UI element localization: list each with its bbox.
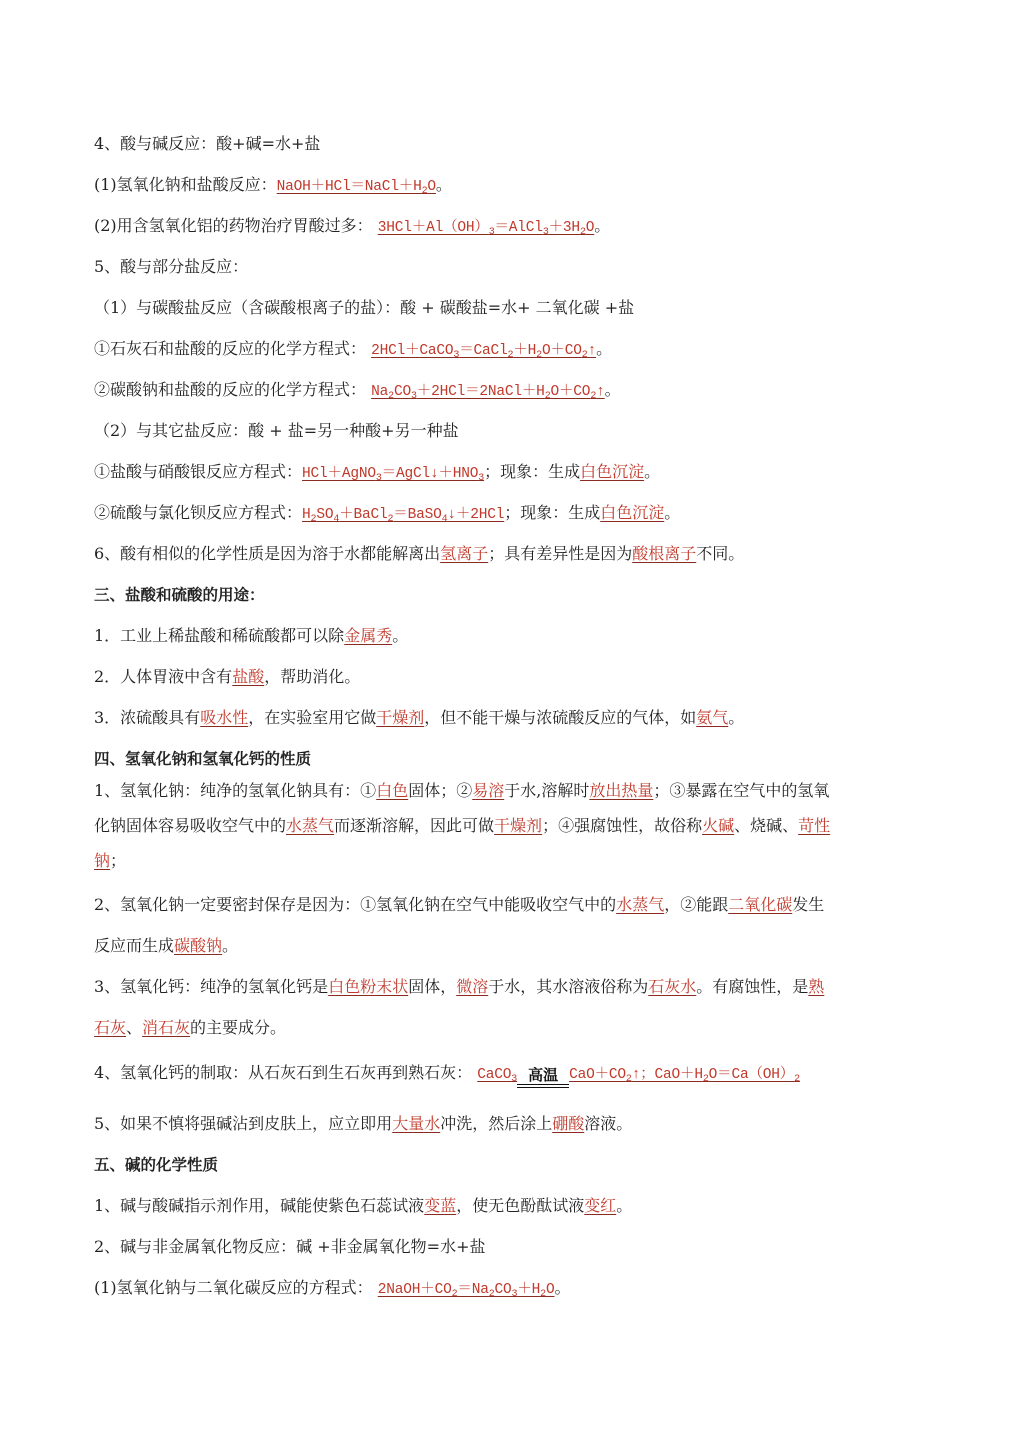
section-heading: 三、盐酸和硫酸的用途：: [94, 586, 265, 604]
section-heading: 四、氢氧化钠和氢氧化钙的性质: [94, 750, 312, 768]
answer-blank: 石灰水: [648, 977, 697, 996]
answer-blank: 干燥剂: [494, 816, 543, 835]
text-line: ②硫酸与氯化钡反应方程式：$H_2SO_4+BaCl_2=BaSO_4↓+2HCl$；现象：生成白色沉淀。: [94, 503, 681, 525]
text-line: 5、如果不慎将强碱沾到皮肤上，应立即用大量水冲洗，然后涂上硼酸溶液。: [94, 1114, 633, 1133]
text-line: 2、氢氧化钠一定要密封保存是因为：①氢氧化钠在空气中能吸收空气中的水蒸气，②能跟二氧化碳发生: [94, 895, 825, 914]
line-text: (1)氢氧化钠和盐酸反应：: [94, 175, 277, 194]
text-line: 4、氢氧化钙的制取：从石灰石到生石灰再到熟石灰： CaCO$_3$ 高温 $CaO+CO_2↑$；$CaO+H_2O=Ca(OH)_2$: [94, 1062, 930, 1091]
answer-blank: 大量水: [392, 1114, 441, 1133]
line-text: 2、碱与非金属氧化物反应：碱 +非金属氧化物=水+盐: [94, 1237, 486, 1256]
answer-equation: $Na_2CO_3+2HCl=2NaCl+H_2O+CO_2↑$: [371, 384, 605, 402]
text-line: 1、氢氧化钠：纯净的氢氧化钠具有：①白色固体；②易溶于水,溶解时放出热量；③暴露在空气中的氢氧: [94, 781, 830, 800]
answer-blank: 微溶: [456, 977, 489, 996]
section-heading: 五、碱的化学性质: [94, 1156, 219, 1174]
line-text: （1）与碳酸盐反应（含碳酸根离子的盐）：酸 + 碳酸盐=水+ 二氧化碳 +盐: [94, 298, 635, 317]
text-line: [94, 133, 930, 155]
answer-blank: 酸根离子: [632, 544, 697, 563]
answer-blank: 水蒸气: [286, 816, 335, 835]
text-line: (1)氢氧化钠和盐酸反应：$NaOH+HCl=NaCl+H_2O$。: [94, 175, 452, 197]
line-text: (2)用含氢氧化铝的药物治疗胃酸过多：: [94, 216, 373, 235]
answer-equation: CaCO$_3$: [477, 1067, 518, 1085]
answer-blank: 变蓝: [424, 1196, 457, 1215]
answer-blank: 金属秀: [344, 626, 393, 645]
text-line: [94, 1236, 930, 1258]
answer-blank: 白色沉淀: [600, 503, 665, 522]
answer-blank: 变红: [584, 1196, 617, 1215]
text-line: ①石灰石和盐酸的反应的化学方程式： $2HCl+CaCO_3=CaCl_2+H_2O+CO_2↑$。: [94, 339, 613, 361]
answer-equation: $3HCl+Al(OH)_3=AlCl_3+3H_2O$: [377, 220, 595, 238]
answer-equation: $CaO+CO_2↑$；$CaO+H_2O=Ca(OH)_2$: [569, 1067, 800, 1085]
answer-blank: 放出热量: [589, 781, 654, 800]
text-line: 2．人体胃液中含有盐酸，帮助消化。: [94, 667, 361, 686]
text-line: 化钠固体容易吸收空气中的水蒸气而逐渐溶解，因此可做干燥剂；④强腐蚀性，故俗称火碱、烧碱、苛性: [94, 816, 831, 835]
answer-equation: $H_2SO_4+BaCl_2=BaSO_4↓+2HCl$: [302, 507, 505, 525]
text-line: 1、碱与酸碱指示剂作用，碱能使紫色石蕊试液变蓝，使无色酚酞试液变红。: [94, 1196, 633, 1215]
line-text: ②碳酸钠和盐酸的反应的化学方程式：: [94, 380, 367, 399]
text-line: 石灰、消石灰的主要成分。: [94, 1018, 287, 1037]
text-line: 3．浓硫酸具有吸水性，在实验室用它做干燥剂，但不能干燥与浓硫酸反应的气体，如氨气。: [94, 708, 745, 727]
text-line: 3、氢氧化钙：纯净的氢氧化钙是白色粉末状固体，微溶于水，其水溶液俗称为石灰水。有腐蚀性，是熟: [94, 977, 825, 996]
answer-blank: 易溶: [472, 781, 505, 800]
answer-blank: 氨气: [696, 708, 729, 727]
text-line: 反应而生成碳酸钠。: [94, 936, 239, 955]
answer-blank: 苛性: [798, 816, 831, 835]
line-text: ①石灰石和盐酸的反应的化学方程式：: [94, 339, 367, 358]
answer-blank: 水蒸气: [616, 895, 665, 914]
reaction-condition: 高温: [517, 1067, 569, 1088]
text-line: [94, 420, 930, 442]
answer-equation: $NaOH+HCl=NaCl+H_2O$: [276, 179, 436, 197]
answer-blank: 碳酸钠: [174, 936, 223, 955]
text-line: [94, 256, 930, 278]
line-text: ①盐酸与硝酸银反应方程式：: [94, 462, 303, 481]
answer-equation: $HCl+AgNO_3=AgCl↓+HNO_3$: [302, 466, 485, 484]
answer-blank: 白色沉淀: [580, 462, 645, 481]
text-line: (1)氢氧化钠与二氧化碳反应的方程式： $2NaOH+CO_2=Na_2CO_3+H_2O$。: [94, 1278, 571, 1300]
text-line: 钠；: [94, 851, 127, 870]
answer-blank: 氢离子: [440, 544, 489, 563]
answer-blank: 硼酸: [552, 1114, 585, 1133]
line-text: 5、酸与部分盐反应：: [94, 257, 249, 276]
text-line: (2)用含氢氧化铝的药物治疗胃酸过多： $3HCl+Al(OH)_3=AlCl_3+3H_2O$。: [94, 216, 611, 238]
answer-blank: 熟: [808, 977, 825, 996]
answer-blank: 石灰: [94, 1018, 127, 1037]
answer-blank: 钠: [94, 851, 111, 870]
line-text: ②硫酸与氯化钡反应方程式：: [94, 503, 303, 522]
text-line: ①盐酸与硝酸银反应方程式：$HCl+AgNO_3=AgCl↓+HNO_3$；现象：生成白色沉淀。: [94, 462, 661, 484]
answer-blank: 消石灰: [142, 1018, 191, 1037]
text-line: 1．工业上稀盐酸和稀硫酸都可以除金属秀。: [94, 626, 409, 645]
answer-blank: 盐酸: [232, 667, 265, 686]
answer-equation: $2NaOH+CO_2=Na_2CO_3+H_2O$: [377, 1282, 555, 1300]
text-line: 6、酸有相似的化学性质是因为溶于水都能解离出氢离子；具有差异性是因为酸根离子不同。: [94, 544, 745, 563]
line-text: (1)氢氧化钠与二氧化碳反应的方程式：: [94, 1278, 373, 1297]
answer-blank: 白色粉末状: [328, 977, 409, 996]
line-text: （2）与其它盐反应：酸 + 盐=另一种酸+另一种盐: [94, 421, 459, 440]
text-line: [94, 297, 930, 319]
answer-blank: 火碱: [702, 816, 735, 835]
text-line: ②碳酸钠和盐酸的反应的化学方程式： $Na_2CO_3+2HCl=2NaCl+H_2O+CO_2↑$。: [94, 380, 621, 402]
answer-blank: 吸水性: [200, 708, 249, 727]
answer-blank: 干燥剂: [376, 708, 425, 727]
line-text: 4、酸与碱反应：酸+碱=水+盐: [94, 134, 321, 153]
answer-equation: $2HCl+CaCO_3=CaCl_2+H_2O+CO_2↑$: [371, 343, 597, 361]
answer-blank: 二氧化碳: [728, 895, 793, 914]
answer-blank: 白色: [376, 781, 409, 800]
